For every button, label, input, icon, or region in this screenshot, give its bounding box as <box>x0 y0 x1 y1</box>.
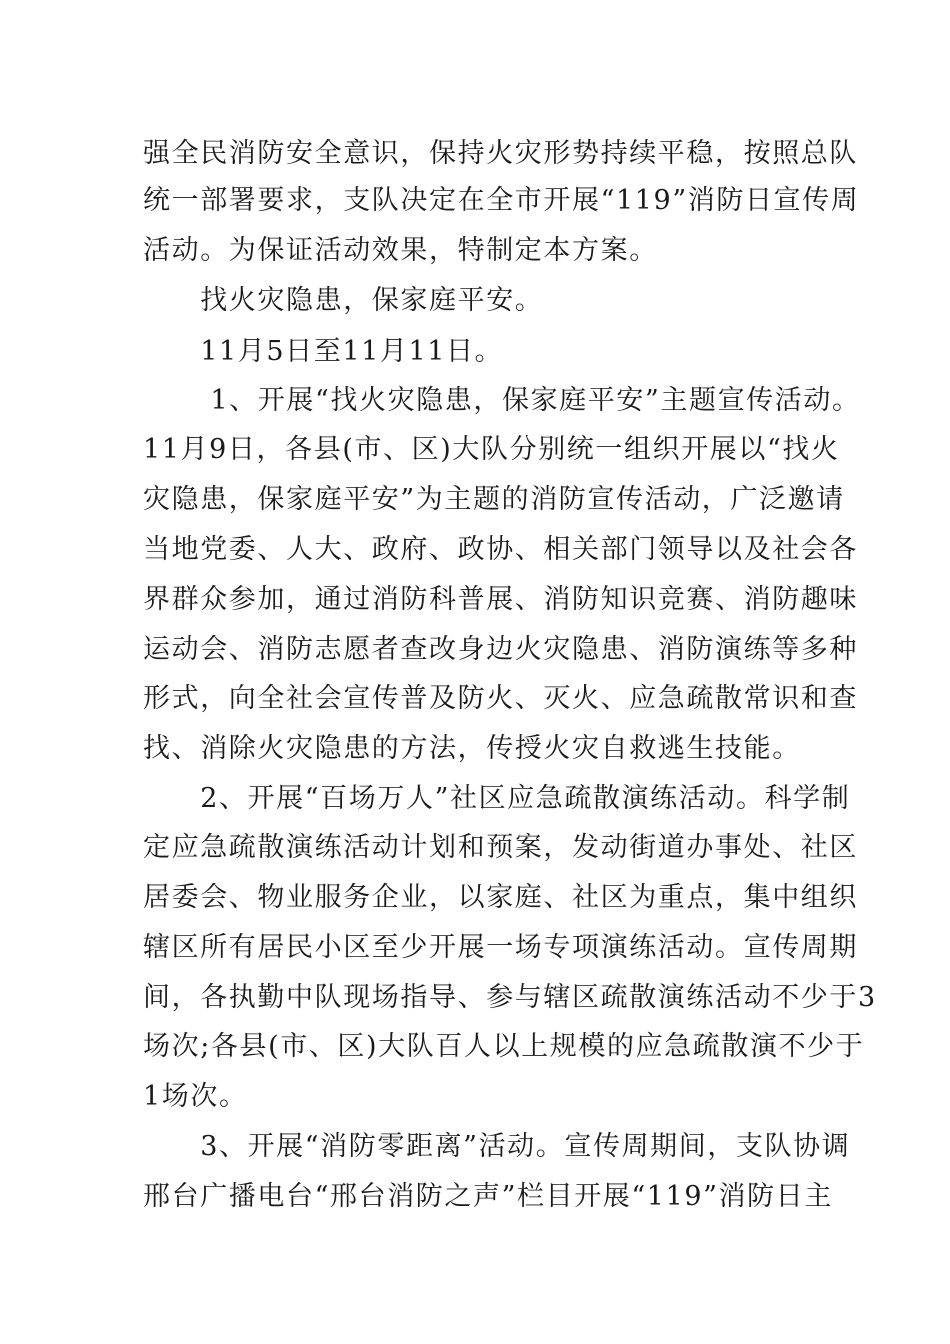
text-line: 邢台广播电台“邢台消防之声”栏目开展“119”消防日主 <box>143 1181 833 1212</box>
text-line: 3、开展“消防零距离”活动。宣传周期间，支队协调 <box>143 1131 851 1162</box>
text-line: 找火灾隐患，保家庭平安。 <box>143 285 544 316</box>
text-line: 活动。为保证活动效果，特制定本方案。 <box>143 235 658 266</box>
text-line: 11月5日至11月11日。 <box>143 336 504 367</box>
text-line: 2、开展“百场万人”社区应急疏散演练活动。科学制 <box>143 783 851 814</box>
text-line: 运动会、消防志愿者查改身边火灾隐患、消防演练等多种 <box>143 634 858 665</box>
text-line: 场次;各县(市、区)大队百人以上规模的应急疏散演不少于 <box>143 1031 865 1062</box>
text-line: 当地党委、人大、政府、政协、相关部门领导以及社会各 <box>143 534 858 565</box>
text-line: 辖区所有居民小区至少开展一场专项演练活动。宣传周期 <box>143 932 858 963</box>
text-line: 灾隐患，保家庭平安”为主题的消防宣传活动，广泛邀请 <box>143 484 845 515</box>
text-line: 界群众参加，通过消防科普展、消防知识竞赛、消防趣味 <box>143 584 858 615</box>
text-line: 找、消除火灾隐患的方法，传授火灾自救逃生技能。 <box>143 733 801 764</box>
text-line: 居委会、物业服务企业，以家庭、社区为重点，集中组织 <box>143 882 858 913</box>
text-line: 定应急疏散演练活动计划和预案，发动街道办事处、社区 <box>143 832 858 863</box>
text-line: 1场次。 <box>143 1081 248 1112</box>
text-line: 1、开展“找火灾隐患，保家庭平安”主题宣传活动。 <box>143 385 861 416</box>
text-line: 11月9日，各县(市、区)大队分别统一组织开展以“找火 <box>143 434 840 465</box>
text-line: 强全民消防安全意识，保持火灾形势持续平稳，按照总队 <box>143 138 858 169</box>
text-line: 形式，向全社会宣传普及防火、灭火、应急疏散常识和查 <box>143 683 858 714</box>
text-line: 统一部署要求，支队决定在全市开展“119”消防日宣传周 <box>143 185 860 216</box>
text-line: 间，各执勤中队现场指导、参与辖区疏散演练活动不少于3 <box>143 982 877 1013</box>
